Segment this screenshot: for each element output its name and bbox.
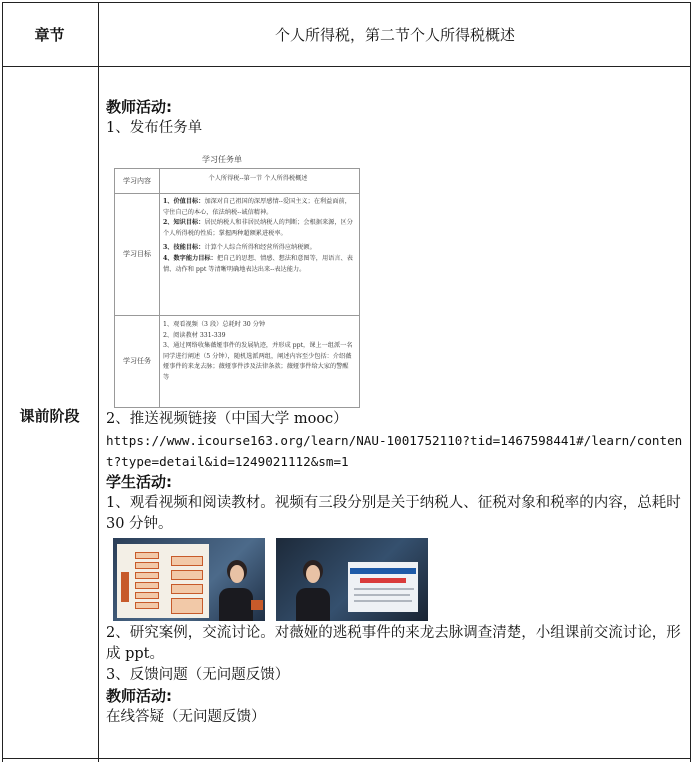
task-sheet-label-goals: 学习目标 [123,250,151,258]
mindmap-node [135,602,159,609]
teacher-item-online-qa: 在线答疑（无问题反馈） [106,709,266,725]
goal-line: 3、技能目标：计算个人综合所得和经营所得应纳税额。 [163,244,316,252]
presenter-face [306,565,320,583]
task-sheet-title: 学习任务单 [202,155,242,164]
goal-line: 4、数字能力目标：把自己的思想、情感、想法和意图等，用语言、表情、动作和 ppt 等清晰明确地表达出来--表达能力。 [163,254,353,273]
student-activity-heading: 学生活动: [106,473,172,491]
presenter-face [230,565,244,583]
mindmap-node [171,598,203,614]
teacher-activity-heading-2: 教师活动: [106,687,172,705]
mindmap-node [135,592,159,599]
mindmap-node [171,570,203,580]
student-item-2: 2、研究案例，交流讨论。对薇娅的逃税事件的来龙去脉调查清楚，小组课前交流讨论，形成 ppt。 [106,625,681,662]
mindmap-node [135,552,159,559]
presenter-body [296,588,330,621]
slide-highlight [360,578,406,583]
goal-line: 1、价值目标：加深对自己祖国的深厚感情--爱国主义；在利益面前，守住自己的本心，依法纳税--诚信精神。 [163,198,351,216]
teacher-activity-heading: 教师活动: [106,98,172,116]
slide-text-line [354,600,412,602]
presenter-body [219,588,253,621]
task-sheet-goals [163,197,353,275]
mindmap-root-box [121,572,129,602]
video-link[interactable]: https://www.icourse163.org/learn/NAU-1001752110?tid=1467598441#/learn/content?type=detail&id=1249021112&sm=1 [106,433,683,469]
table-row-divider [2,66,691,67]
mindmap-node [135,572,159,579]
task-line: 2、阅读教材 331-339 [163,331,226,339]
video-screenshot-2 [276,538,428,621]
student-item-1: 1、观看视频和阅读教材。视频有三段分别是关于纳税人、征税对象和税率的内容，总耗时 30 分钟。 [106,495,681,532]
table-border-left [2,2,3,762]
task-sheet-label-content: 学习内容 [123,177,151,185]
table-column-divider [98,2,99,762]
mindmap-node [135,582,159,589]
task-sheet-label-tasks: 学习任务 [123,357,151,365]
task-sheet-divider [159,169,160,407]
slide-text-line [354,588,414,590]
goal-line: 2、知识目标：居民纳税人和非居民纳税人的判断；会根据来源，区分个人所得税的性质；掌握两种超额累进税率。 [163,219,353,237]
task-line: 1、观看视频（3 段）总耗时 30 分钟 [163,321,266,328]
mindmap-node [171,556,203,566]
table-row-divider-bottom [2,758,691,759]
task-item-1: 1、发布任务单 [106,120,203,136]
stage-content-lower [106,409,686,535]
task-sheet-image [112,152,360,406]
task-item-2: 2、推送视频链接（中国大学 mooc） [106,411,348,427]
mindmap-node [135,562,159,569]
header-label: 章节 [34,25,65,44]
table-border-right [690,2,691,762]
mindmap-node [171,584,203,594]
page-title: 个人所得税，第二节个人所得税概述 [274,25,515,44]
slide-tag [251,600,263,610]
stage-content [106,97,686,139]
task-line: 3、通过网络收集薇娅事件的发展轨迹，并形成 ppt，课上一组派一名同学进行阐述（5 分钟），随机选派两组，阐述内容至少包括：介绍薇娅事件的来龙去脉；薇娅事件涉及法律条款；薇娅事件给大家的警醒等 [163,342,353,381]
task-sheet-content: 个人所得税--第一节 个人所得税概述 [208,175,308,182]
student-item-3: 3、反馈问题（无问题反馈） [106,667,290,683]
stage-content-bottom [106,623,686,728]
video-screenshot-1 [113,538,265,621]
stage-label: 课前阶段 [19,406,80,425]
slide-banner [350,568,416,574]
slide-text-line [354,594,410,596]
task-sheet-tasks [163,320,353,384]
task-sheet-table [114,168,360,408]
